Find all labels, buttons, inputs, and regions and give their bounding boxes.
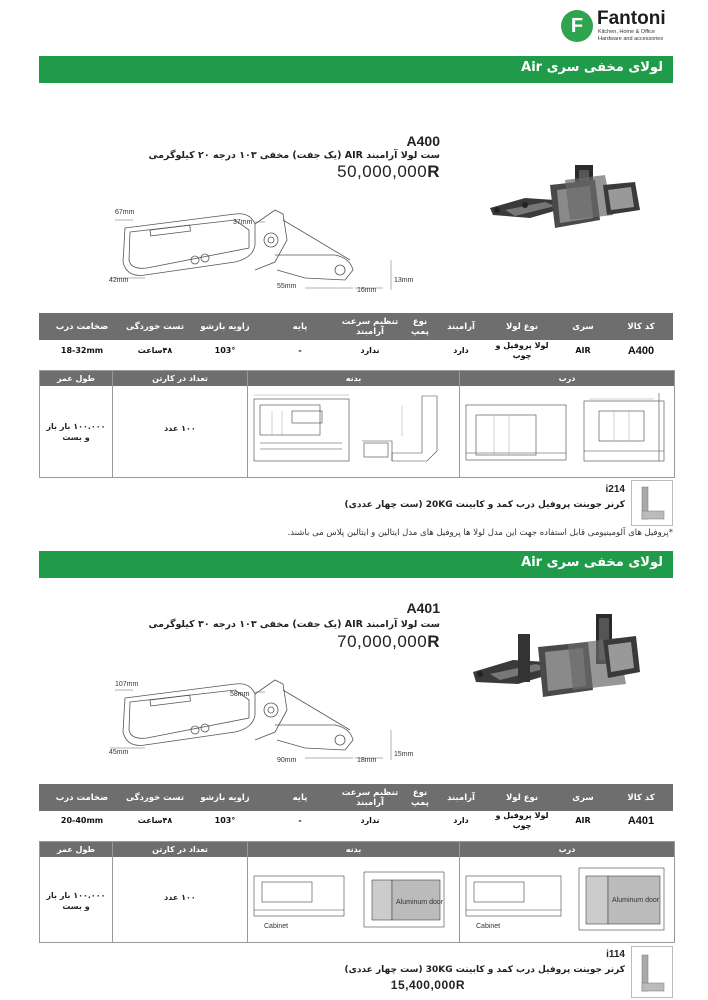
- spec-table-header: کد کالا سری نوع لولا آرامبند نوع پمپ تنظیم سرعت آرامبند پایه زاویه بازشو تست خوردگی ضخامت درب: [39, 784, 673, 811]
- hinge-dimension-drawing: [105, 670, 425, 770]
- product-description: ست لولا آرامبند AIR (یک جفت) مخفی ۱۰۳ درجه ۲۰ کیلوگرمی: [148, 150, 440, 161]
- accessory-description: کرنر جوینت پروفیل درب کمد و کابینت 30KG (ست چهار عددی): [344, 965, 625, 975]
- accessory-code: i114: [606, 949, 625, 960]
- product-code: A401: [406, 600, 440, 616]
- dim-label-a: 67mm: [115, 209, 135, 216]
- dim-label-b: 58mm: [230, 691, 250, 698]
- lifetime-value: ۱۰۰.۰۰۰ بار باز و بست: [46, 891, 106, 911]
- dim-label-d: 55mm: [277, 283, 297, 290]
- body-installation-drawing: [252, 862, 452, 940]
- section-banner: لولای مخفی سری Air: [39, 551, 673, 578]
- dim-label-e: 18mm: [357, 757, 377, 764]
- product-code: A400: [406, 133, 440, 149]
- dim-label-f: 15mm: [394, 751, 414, 758]
- svg-text:Aluminum door: Aluminum door: [396, 899, 444, 906]
- hinge-dimension-drawing: [105, 200, 425, 300]
- product-price: 50,000,000R: [337, 162, 440, 181]
- dim-label-a: 107mm: [115, 681, 139, 688]
- door-installation-drawing: [464, 862, 669, 940]
- hinge-photo: [468, 612, 648, 702]
- accessory-code: i214: [605, 484, 625, 495]
- spec-table-header: کد کالا سری نوع لولا آرامبند نوع پمپ تنظیم سرعت آرامبند پایه زاویه بازشو تست خوردگی ضخامت درب: [39, 313, 673, 340]
- installation-table: طول عمر تعداد در کارتن بدنه درب ۱۰۰.۰۰۰ بار باز و بست ۱۰۰ عدد Cabinet Aluminum door Cabinet Aluminum door: [39, 841, 675, 943]
- brand-tagline: Kitchen, Home & Office Hardware and accessories: [598, 29, 664, 42]
- accessory-price: 15,400,000R: [390, 978, 465, 992]
- dim-label-f: 13mm: [394, 277, 414, 284]
- body-installation-drawing: [252, 391, 452, 473]
- dim-label-c: 42mm: [109, 277, 129, 284]
- dim-label-d: 90mm: [277, 757, 297, 764]
- carton-count: ۱۰۰ عدد: [164, 424, 196, 433]
- svg-text:Aluminum door: Aluminum door: [612, 897, 660, 904]
- door-installation-drawing: [464, 391, 669, 473]
- dim-label-b: 37mm: [233, 219, 253, 226]
- product-description: ست لولا آرامبند AIR (یک جفت) مخفی ۱۰۳ درجه ۳۰ کیلوگرمی: [148, 619, 440, 630]
- profile-note: *پروفیل های آلومینیومی قابل استفاده جهت این مدل لولا ها پروفیل های مدل ایتالین و ایتالین پلاس می باشند.: [287, 528, 673, 538]
- accessory-description: کرنر جوینت پروفیل درب کمد و کابینت 20KG (ست چهار عددی): [344, 500, 625, 510]
- svg-text:Cabinet: Cabinet: [476, 923, 501, 930]
- svg-text:Cabinet: Cabinet: [264, 923, 289, 930]
- carton-count: ۱۰۰ عدد: [164, 893, 196, 902]
- spec-table-row: A400 AIR لولا پروفیل و چوب دارد ندارد - 103° ۴۸ساعت 18-32mm: [60, 341, 655, 360]
- dim-label-c: 45mm: [109, 749, 129, 756]
- section-banner: لولای مخفی سری Air: [39, 56, 673, 83]
- hinge-photo: [485, 160, 645, 235]
- dim-label-e: 16mm: [357, 287, 377, 294]
- installation-table: طول عمر تعداد در کارتن بدنه درب ۱۰۰.۰۰۰ بار باز و بست ۱۰۰ عدد: [39, 370, 675, 478]
- product-price: 70,000,000R: [337, 632, 440, 651]
- spec-table-row: A401 AIR لولا پروفیل و چوب دارد ندارد - 103° ۴۸ساعت 20-40mm: [60, 811, 655, 830]
- lifetime-value: ۱۰۰.۰۰۰ بار باز و بست: [46, 422, 106, 442]
- brand-name: Fantoni: [597, 8, 666, 29]
- corner-joint-photo: [631, 946, 673, 998]
- brand-logo-mark: F: [561, 10, 593, 42]
- corner-joint-photo: [631, 480, 673, 526]
